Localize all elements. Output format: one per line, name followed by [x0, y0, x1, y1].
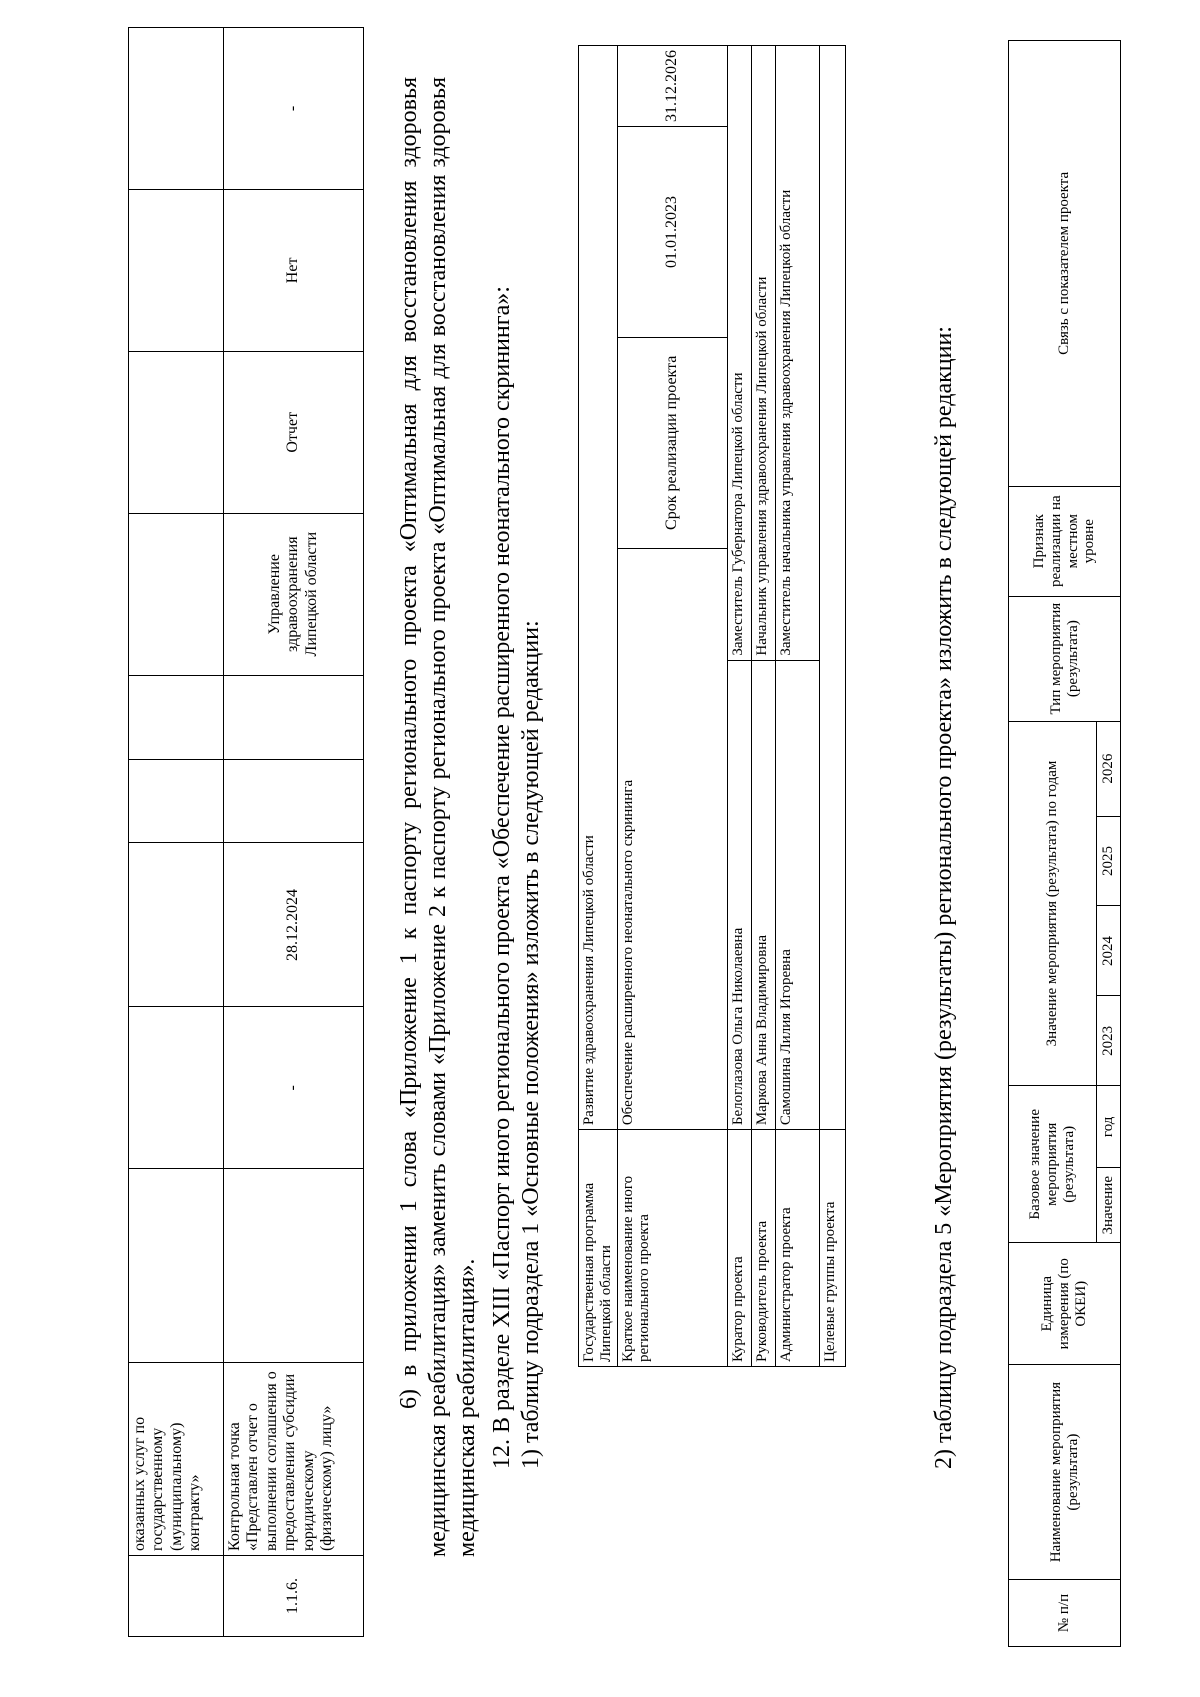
header-name: Наименование мероприятия (результата) [1009, 1365, 1121, 1580]
header-link: Связь с показателем проекта [1009, 41, 1121, 487]
paragraph-2: 2) таблицу подраздела 5 «Мероприятия (результаты) регионального проекта» изложить в следующей редакции: [931, 326, 957, 1469]
dash-cell: - [224, 28, 364, 190]
table-row [224, 28, 364, 1637]
target-groups-label: Целевые группы проекта [819, 1130, 845, 1367]
header-base-year: год [1097, 1086, 1121, 1168]
admin-position: Заместитель начальника управления здравоохранения Липецкой области [775, 46, 819, 661]
passport-table [578, 45, 846, 1367]
term-end: 31.12.2026 [617, 46, 727, 127]
header-year: 2025 [1097, 816, 1121, 906]
curator-label: Куратор проекта [727, 1130, 751, 1367]
dash-cell: - [224, 1007, 364, 1169]
head-label: Руководитель проекта [751, 1130, 775, 1367]
table-row [819, 46, 845, 1367]
document-cell: Отчет [224, 351, 364, 513]
table-row [579, 46, 618, 1367]
continuation-table [128, 27, 364, 1637]
header-base-value: Значение [1097, 1168, 1121, 1243]
table-row [617, 46, 727, 1367]
table-row [727, 46, 751, 1367]
flag-cell: Нет [224, 189, 364, 351]
admin-label: Администратор проекта [775, 1130, 819, 1367]
paragraph-12-line-2: 1) таблицу подраздела 1 «Основные положения» изложить в следующей редакции: [518, 620, 544, 1469]
row-number: 1.1.6. [224, 1556, 364, 1637]
header-year: 2023 [1097, 996, 1121, 1086]
short-name-value: Обеспечение расширенного неонатального скрининга [617, 548, 727, 1129]
header-base: Базовое значение мероприятия (результата) [1009, 1086, 1097, 1243]
paragraph-6: 6) в приложении 1 слова «Приложение 1 к паспорту регионального проекта «Оптимальная для восстановления здоровья медицинская реабилитация» заменить словами «Приложение 2 к паспорту регионального проекта «Оптимальная для восстановления здоровья медицинская реабилитация». [396, 77, 480, 1557]
measure-name-cell: оказанных услуг по государственному (муниципальному) контракту» [129, 1363, 224, 1556]
header-local: Признак реализации на местном уровне [1009, 486, 1121, 596]
header-year: 2024 [1097, 906, 1121, 996]
paragraph-12 [488, 77, 546, 1557]
head-name: Маркова Анна Владимировна [751, 660, 775, 1130]
table-header-row [1009, 41, 1061, 1647]
curator-position: Заместитель Губернатора Липецкой области [727, 46, 751, 661]
gov-program-label: Государственная программа Липецкой области [579, 1130, 618, 1367]
table-row [775, 46, 819, 1367]
gov-program-value: Развитие здравоохранения Липецкой области [579, 46, 618, 1130]
header-year: 2026 [1097, 721, 1121, 816]
date-cell: 28.12.2024 [224, 843, 364, 1007]
term-label: Срок реализации проекта [617, 337, 727, 548]
short-name-label: Краткое наименование иного регионального проекта [617, 1130, 727, 1367]
header-type: Тип мероприятия (результата) [1009, 596, 1121, 721]
header-unit: Единица измерения (по ОКЕИ) [1009, 1243, 1121, 1365]
head-position: Начальник управления здравоохранения Липецкой области [751, 46, 775, 661]
term-start: 01.01.2023 [617, 127, 727, 338]
curator-name: Белоглазова Ольга Николаевна [727, 660, 751, 1130]
header-values: Значение мероприятия (результата) по годам [1009, 721, 1097, 1086]
checkpoint-name-cell: Контрольная точка «Представлен отчет о выполнении соглашения о предоставлении субсидии юридическому (физическому) лицу» [224, 1363, 364, 1556]
table-row [751, 46, 775, 1367]
header-number: № п/п [1009, 1580, 1121, 1647]
measures-table [1008, 40, 1121, 1647]
responsible-cell: Управление здравоохранения Липецкой области [224, 513, 364, 675]
table-row [129, 28, 224, 1637]
paragraph-12-line-1: 12. В разделе XIII «Паспорт иного регионального проекта «Обеспечение расширенного неонатального скрининга»: [489, 286, 515, 1469]
admin-name: Самошина Лилия Игоревна [775, 660, 819, 1130]
